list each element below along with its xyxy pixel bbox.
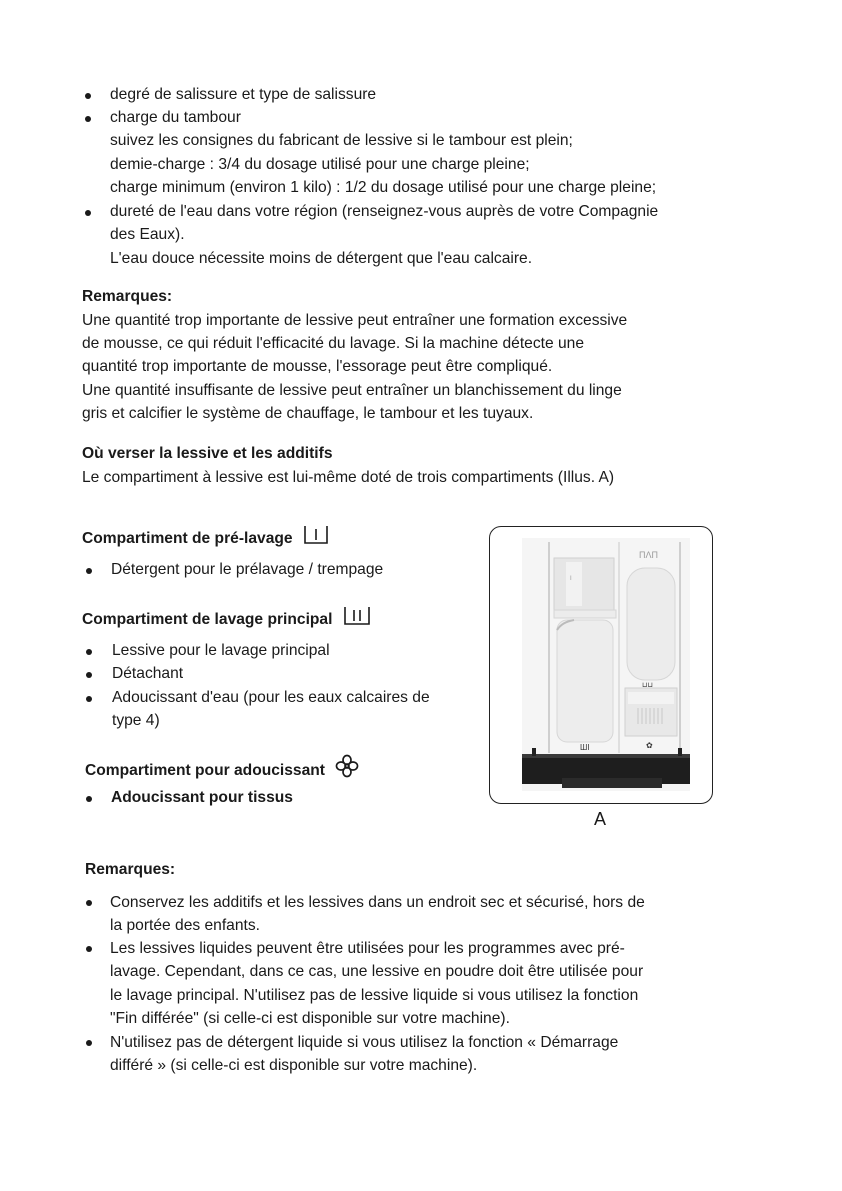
list-item: N'utilisez pas de détergent liquide si vous utilisez la fonction « Démarrage [110,1034,619,1051]
list-item-continuation: charge minimum (environ 1 kilo) : 1/2 du dosage utilisé pour une charge pleine; [110,179,657,196]
svg-text:✿: ✿ [646,741,653,750]
bullet [86,796,92,802]
bullet [86,696,92,702]
list-item-continuation: lavage. Cependant, dans ce cas, une lessive en poudre doit être utilisée pour [110,963,644,980]
bullet [86,568,92,574]
heading-text: Compartiment de lavage principal [82,611,333,628]
mainwash-symbol-icon [343,605,371,633]
heading-text: Compartiment de pré-lavage [82,530,293,547]
svg-text:⊔⊔: ⊔⊔ [642,682,653,689]
paragraph-line: Une quantité insuffisante de lessive peut entraîner un blanchissement du linge [82,382,622,399]
compartment-heading [85,754,359,784]
paragraph-line: Le compartiment à lessive est lui-même doté de trois compartiments (Illus. A) [82,469,615,486]
bullet [85,210,91,216]
paragraph-line: de mousse, ce qui réduit l'efficacité du lavage. Si la machine détecte une [82,335,584,352]
list-item-continuation: la portée des enfants. [110,917,260,934]
svg-text:ΠΛΠ: ΠΛΠ [639,550,659,560]
bullet [86,649,92,655]
svg-text:ШI: ШI [580,743,590,752]
list-item-continuation: différé » (si celle-ci est disponible sur votre machine). [110,1057,478,1074]
bullet [86,946,92,952]
remarks-heading: Remarques: [85,861,176,878]
list-item-continuation: suivez les consignes du fabricant de lessive si le tambour est plein; [110,132,573,149]
list-item: Détergent pour le prélavage / trempage [111,561,384,578]
list-item: Les lessives liquides peuvent être utilisées pour les programmes avec pré- [110,940,625,957]
softener-flower-icon [335,754,359,784]
list-item: Lessive pour le lavage principal [112,642,330,659]
bullet [86,1040,92,1046]
list-item-continuation: "Fin différée" (si celle-ci est disponible sur votre machine). [110,1010,510,1027]
svg-text:I: I [570,576,572,582]
list-item-continuation: type 4) [112,712,160,729]
dispenser-illustration [489,526,713,804]
compartment-heading [82,605,371,633]
paragraph-line: quantité trop importante de mousse, l'essorage peut être compliqué. [82,358,553,375]
paragraph-line: gris et calcifier le système de chauffage, le tambour et les tuyaux. [82,405,534,422]
list-item: Adoucissant pour tissus [111,789,293,806]
compartment-heading [82,524,329,552]
bullet [86,900,92,906]
list-item-continuation: le lavage principal. N'utilisez pas de lessive liquide si vous utilisez la fonction [110,987,639,1004]
list-item: Adoucissant d'eau (pour les eaux calcaires de [112,689,430,706]
list-item-continuation: des Eaux). [110,226,185,243]
bullet [86,672,92,678]
remarks-heading: Remarques: [82,288,173,305]
paragraph-line: Une quantité trop importante de lessive peut entraîner une formation excessive [82,312,628,329]
bullet [85,116,91,122]
list-item: charge du tambour [110,109,241,126]
prewash-symbol-icon [303,524,329,552]
list-item-continuation: L'eau douce nécessite moins de détergent que l'eau calcaire. [110,250,533,267]
list-item: Détachant [112,665,184,682]
dispenser-drawer-image [522,538,690,791]
figure-label: A [594,809,607,829]
list-item: Conservez les additifs et les lessives dans un endroit sec et sécurisé, hors de [110,894,645,911]
list-item: dureté de l'eau dans votre région (renseignez-vous auprès de votre Compagnie [110,203,659,220]
heading-text: Compartiment pour adoucissant [85,762,325,779]
section-heading: Où verser la lessive et les additifs [82,445,333,462]
list-item: degré de salissure et type de salissure [110,86,377,103]
list-item-continuation: demie-charge : 3/4 du dosage utilisé pour une charge pleine; [110,156,530,173]
bullet [85,93,91,99]
